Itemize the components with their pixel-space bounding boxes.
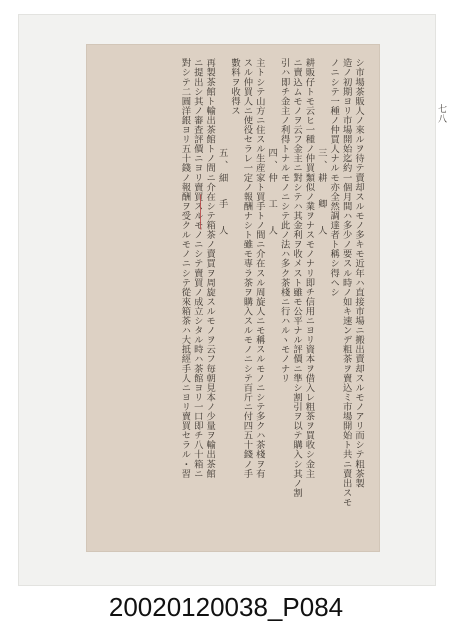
document-page: 七八 シ市場茶販人ノ來ルヲ待テ賣却スルモノ多キモ近年ハ直接市場ニ搬出賣却スルモノアリ而シテ粗茶製 造ノ初期ヨリ市場開始迄約一個月間ハ多少ノ要スル時ノ如キ速ンデ粗茶ヲ賣込ミ市場開始ト共ニ賣出スモ ノニシテ一種ノ仲買人ナルモ亦全然調達者ト稱シ得ヘシ 三、耕 卿 人 耕販仔トモ云ヒ一種ノ仲買類似ノ業ヲナスモノナリ即チ信用ニヨリ資本ヲ借入レ粗茶ヲ買收シ金主 ニ賣込ムモノヲ云フ金主ニ對シテハ其金利ヲ收メスト雖モ公平ナル評價ニ準シ割引ヲ以テ購入シ其ノ割 引ハ即チ金主ノ利得トナルモノニシテ此ノ法ハ多ク茶棧ニ行ハルヽモノナリ 四、仲 工 人 主トシテ山方ニ住スル生産家ト買手トノ間ニ介在スル周旋人ニモ稱スルモノニシテ多クハ茶棧ヲ有 スル仲買人ニ使役セラレ一定ノ報酬ナシト雖モ専ラ茶ヲ購入スルモノニシテ百斤ニ付四五十錢ノ手 數料ヲ收得ス 五、細 手 人 再製茶館ト輸出茶館トノ間ニ介在シテ箱茶ノ賣買ヲ周旋スルモノヲ云フ毎朝見本ノ少量ヲ輸出茶館 ニ提出シ其ノ審査評價ニヨリ賣買スルモノニシテ賣買ノ成立シタル時ハ茶館ヨリ一口即チ八十箱ニ 對シテ二圓洋銀ヨリ五十錢ノ報酬ヲ受クルモノニシテ從來箱茶ハ大抵經手人ニヨリ賣買セラル・習 <box>86 44 380 552</box>
page-number: 七八 <box>436 104 446 124</box>
image-caption: 20020120038_P084 <box>108 592 344 622</box>
red-ink-annotation <box>200 194 204 230</box>
